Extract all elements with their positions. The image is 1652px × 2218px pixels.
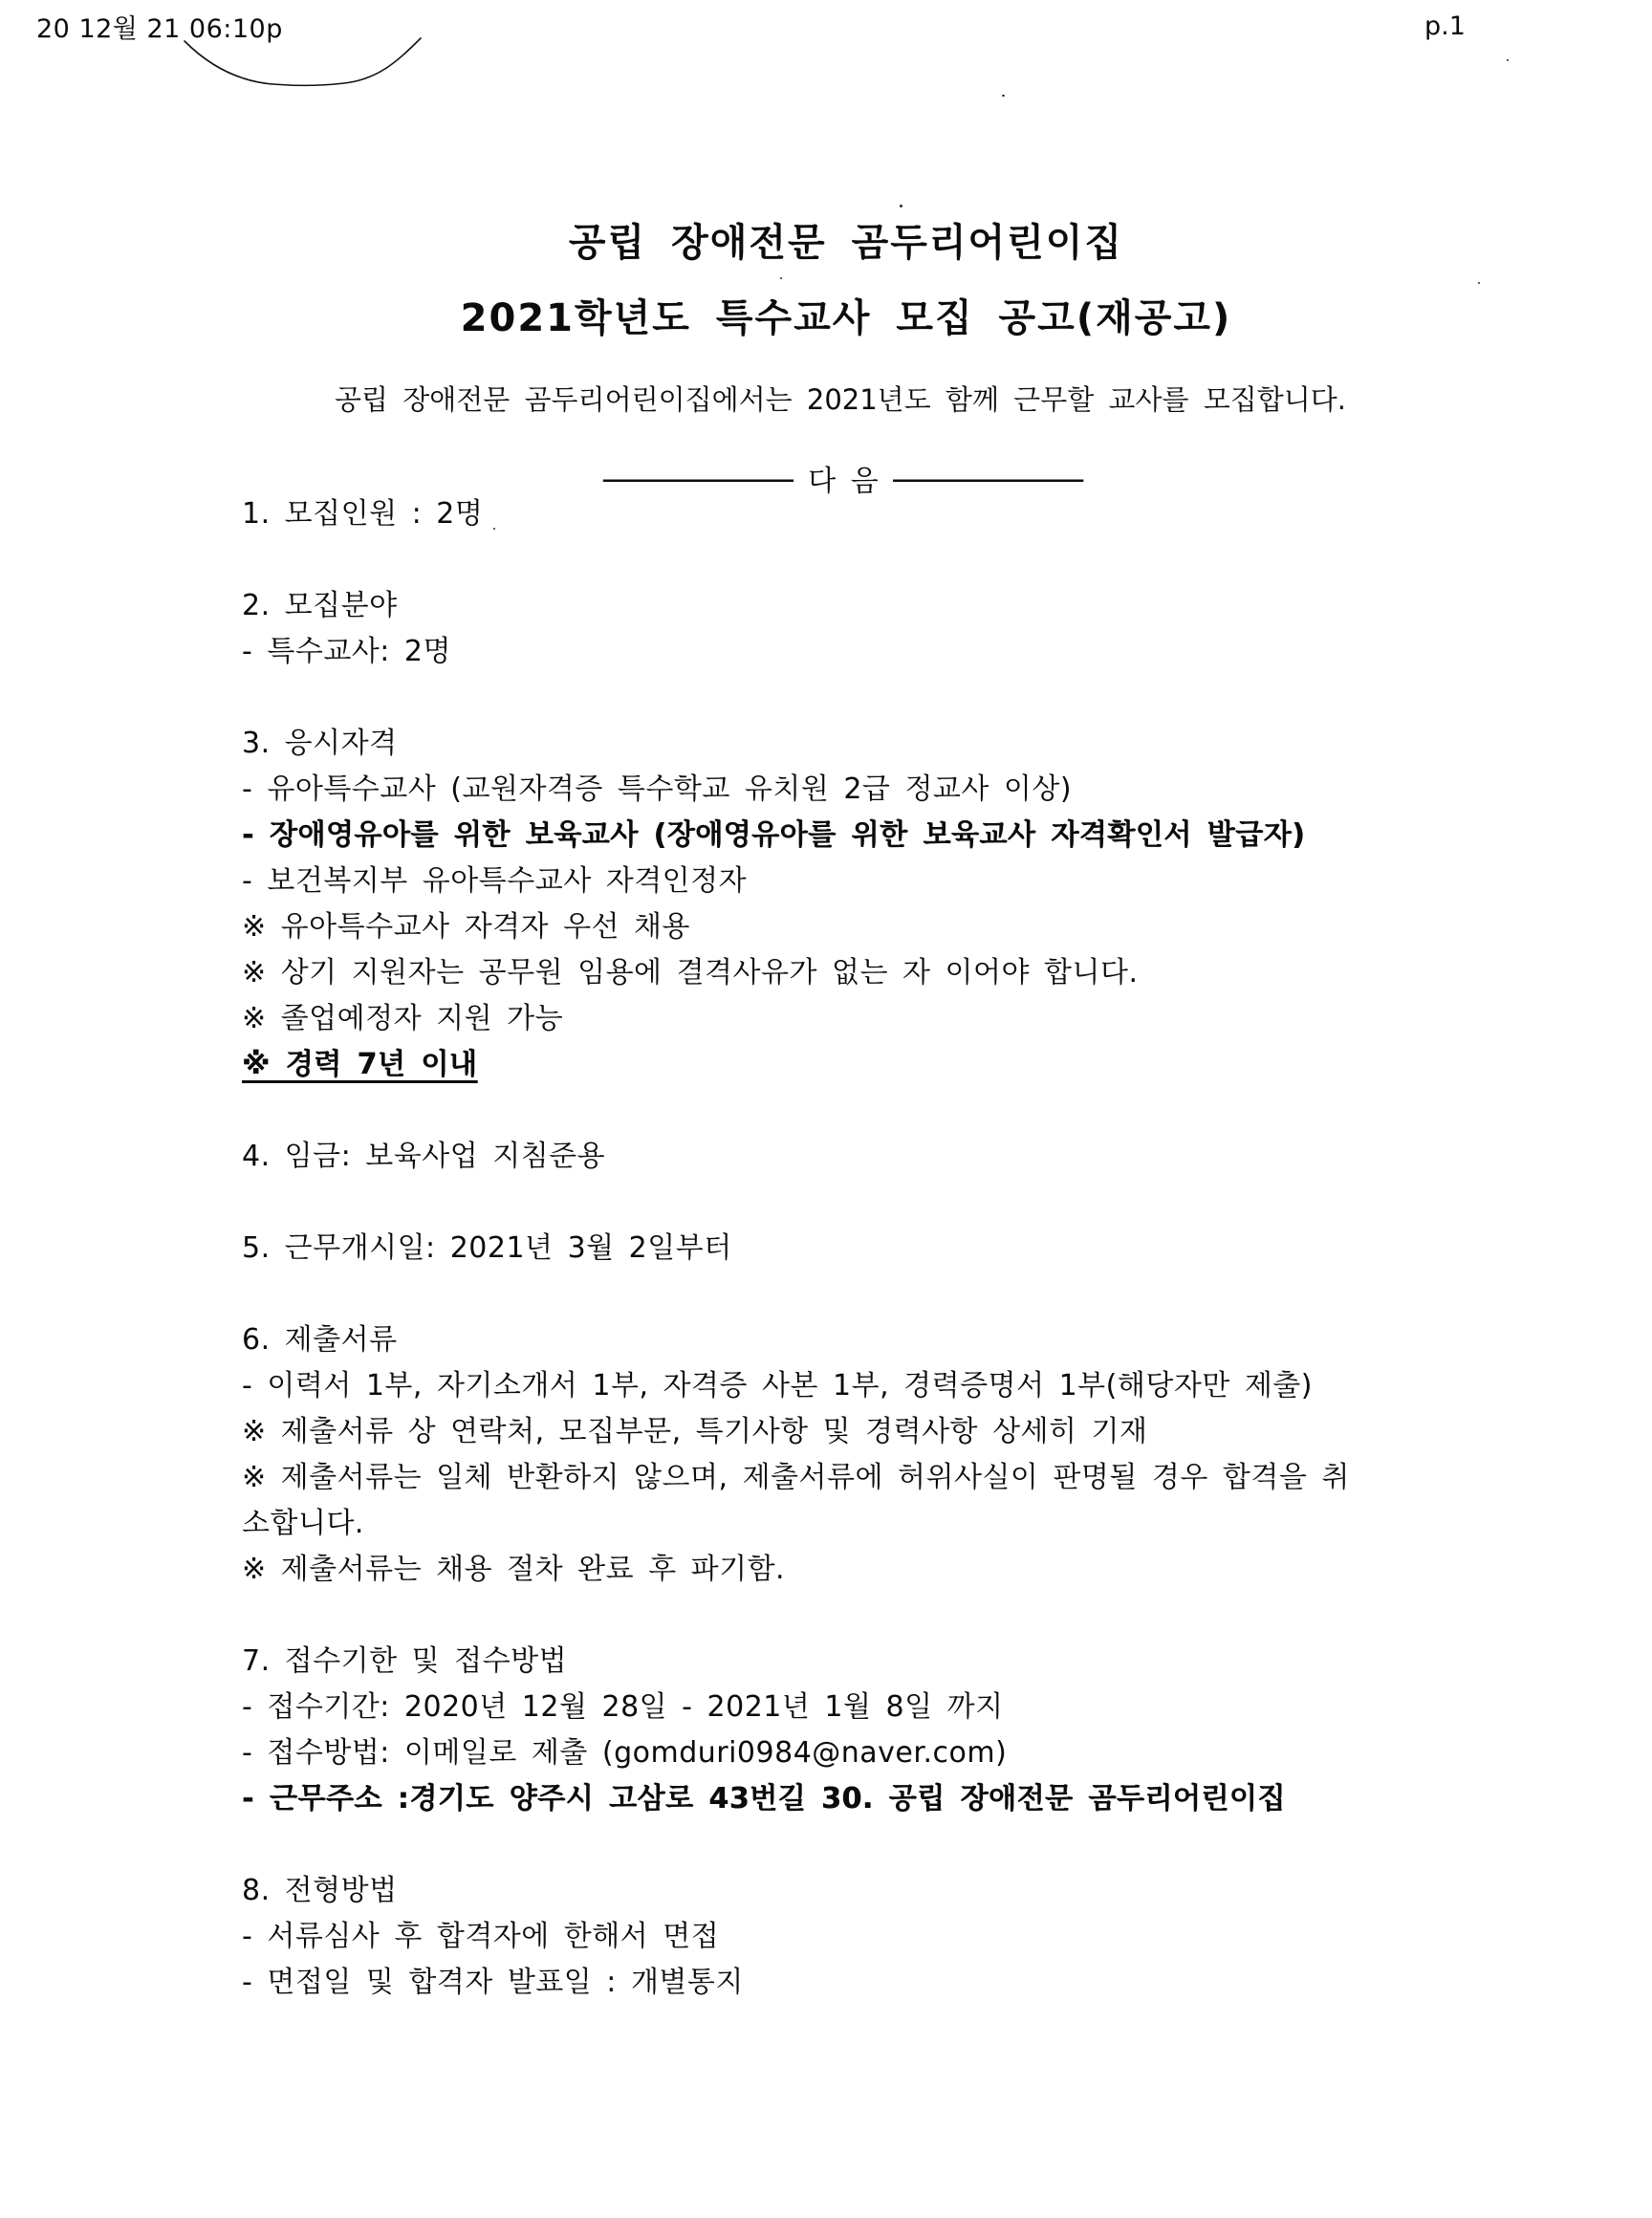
doc-line: - 근무주소 :경기도 양주시 고삼로 43번길 30. 공립 장애전문 곰두리어린이집 bbox=[242, 1782, 1286, 1816]
doc-section-4 bbox=[242, 1134, 1599, 1180]
scan-speck bbox=[1478, 282, 1480, 284]
doc-section-6 bbox=[242, 1317, 1599, 1593]
fax-timestamp: 20 12월 21 06:10p bbox=[36, 14, 283, 44]
scan-squiggle-artifact bbox=[143, 24, 526, 129]
section-heading: 7. 접수기한 및 접수방법 bbox=[242, 1644, 568, 1678]
section-heading: 2. 모집분야 bbox=[242, 589, 398, 622]
intro-sentence: 공립 장애전문 곰두리어린이집에서는 2021년도 함께 근무할 교사를 모집합니다. bbox=[335, 383, 1346, 416]
doc-line: - 보건복지부 유아특수교사 자격인정자 bbox=[242, 864, 748, 898]
document-body bbox=[242, 491, 1599, 2052]
section-heading: 8. 전형방법 bbox=[242, 1874, 398, 1907]
doc-section-5 bbox=[242, 1226, 1599, 1272]
section-heading: 4. 임금: 보육사업 지침준용 bbox=[242, 1140, 606, 1173]
doc-line: ※ 제출서류는 채용 절차 완료 후 파기함. bbox=[242, 1553, 786, 1586]
scan-speck bbox=[1002, 95, 1005, 97]
doc-line: - 면접일 및 합격자 발표일 : 개별통지 bbox=[242, 1966, 744, 1999]
doc-line: - 이력서 1부, 자기소개서 1부, 자격증 사본 1부, 경력증명서 1부(해당자만 제출) bbox=[242, 1369, 1313, 1403]
doc-section-8 bbox=[242, 1868, 1599, 2006]
doc-line: ※ 제출서류는 일체 반환하지 않으며, 제출서류에 허위사실이 판명될 경우 합격을 취 bbox=[242, 1461, 1350, 1494]
scan-speck bbox=[493, 528, 495, 530]
scan-speck bbox=[1507, 59, 1509, 61]
doc-line: ※ 경력 7년 이내 bbox=[242, 1048, 478, 1081]
doc-section-1 bbox=[242, 491, 1599, 537]
doc-line: ※ 유아특수교사 자격자 우선 채용 bbox=[242, 910, 691, 944]
doc-line: ※ 상기 지원자는 공무원 임용에 결격사유가 없는 자 이어야 합니다. bbox=[242, 956, 1139, 989]
scan-speck bbox=[780, 277, 782, 279]
section-heading: 6. 제출서류 bbox=[242, 1323, 398, 1357]
doc-line: - 서류심사 후 합격자에 한해서 면접 bbox=[242, 1920, 720, 1953]
doc-section-2 bbox=[242, 583, 1599, 675]
doc-section-3 bbox=[242, 721, 1599, 1088]
doc-line: - 접수방법: 이메일로 제출 (gomduri0984@naver.com) bbox=[242, 1736, 1008, 1770]
section-heading: 1. 모집인원 : 2명 bbox=[242, 497, 484, 531]
doc-line: ※ 제출서류 상 연락처, 모집부문, 특기사항 및 경력사항 상세히 기재 bbox=[242, 1415, 1148, 1448]
section-heading: 3. 응시자격 bbox=[242, 727, 398, 760]
doc-line: - 특수교사: 2명 bbox=[242, 635, 451, 668]
fax-page-number: p.1 bbox=[1424, 11, 1466, 41]
title-line-1: 공립 장애전문 곰두리어린이집 bbox=[568, 221, 1124, 265]
doc-line: - 장애영유아를 위한 보육교사 (장애영유아를 위한 보육교사 자격확인서 발급자) bbox=[242, 818, 1306, 852]
document-title bbox=[20, 212, 1652, 342]
doc-line: ※ 졸업예정자 지원 가능 bbox=[242, 1002, 564, 1035]
scan-speck bbox=[900, 205, 902, 207]
section-heading: 5. 근무개시일: 2021년 3월 2일부터 bbox=[242, 1231, 732, 1265]
daeum-separator: ─────────── 다 음 ─────────── bbox=[603, 465, 1083, 498]
doc-line: - 유아특수교사 (교원자격증 특수학교 유치원 2급 정교사 이상) bbox=[242, 772, 1073, 806]
title-line-2: 2021학년도 특수교사 모집 공고(재공고) bbox=[460, 296, 1232, 340]
doc-section-7 bbox=[242, 1639, 1599, 1822]
doc-line: - 접수기간: 2020년 12월 28일 - 2021년 1월 8일 까지 bbox=[242, 1690, 1004, 1724]
doc-line: 소합니다. bbox=[242, 1507, 364, 1540]
